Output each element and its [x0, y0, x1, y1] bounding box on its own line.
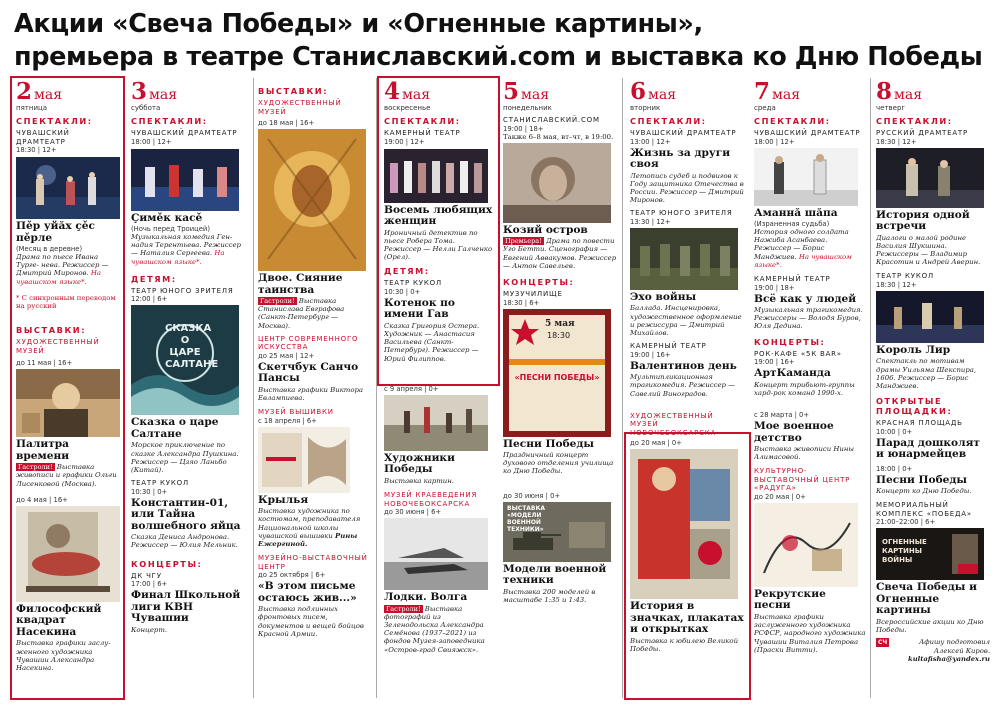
weekday: четверг — [876, 104, 906, 112]
day-number: 2 — [16, 78, 33, 105]
venue: ДК ЧГУ — [131, 571, 162, 580]
column-may-2 — [16, 78, 120, 698]
extra-dates: Также 6–8 мая, вт–чт, в 19:00. — [503, 132, 614, 141]
title-line-1: Акции «Свеча Победы» и «Огненные картины», — [14, 9, 703, 39]
show-description: Концерт. — [131, 625, 168, 634]
museum-name: ХУДОЖЕСТВЕННЫЙ МУЗЕЙ НОВОЧЕБОКСАРСКА — [630, 411, 717, 437]
time-age: 19:00 | 18+ — [503, 124, 544, 133]
title-line-2: премьера в театре Станиславский.com и выставка ко Дню Победы — [14, 42, 983, 72]
show-description: Мультипликационная трагикомедия. Режиссер — Савелий Виноградов. — [630, 373, 736, 398]
exhibition-dates: до 11 мая | 16+ — [16, 359, 73, 368]
show-description: Музыкальная комедия Ген- надия Терентьева. Режиссер — Наталия Сергеева. На чувашском языке*. — [131, 233, 241, 266]
show-description: История одного солдата Нажиба Асанбаева. Режиссер — Борис Манджиев. На чувашском языке*. — [754, 228, 852, 269]
time-age: 19:00 | 16+ — [754, 358, 795, 367]
show-title: Козий остров — [503, 223, 588, 236]
stage-photo — [131, 149, 239, 211]
show-title: Песни Победы — [503, 437, 595, 450]
exhibition-dates: до 20 мая | 0+ — [754, 492, 806, 501]
venue: ЧУВАШСКИЙ ДРАМТЕАТР — [131, 129, 238, 137]
venue: РУССКИЙ ДРАМТЕАТР — [876, 129, 969, 137]
time-age: 17:00 | 6+ — [131, 580, 168, 589]
day-heading: 4 мая — [384, 78, 431, 105]
exhibition-description: Гастроли! Выставка фотографий из Зеленодольска Александра Семёнова (1937–2021) из фондов Музея-заповедника «Остров-град Свияжск». — [384, 604, 485, 654]
exhibition-description: Выставка художника по костюмам, преподавателя Национальной школы чувашской вышивки Рины Ежергиной. — [258, 507, 361, 549]
venue: ТЕАТР КУКОЛ — [876, 272, 934, 281]
page-title — [14, 8, 989, 74]
show-description: Концерт трибьют-группы хард-рок команд 1990-х. — [754, 380, 855, 397]
show-description: Сказка Григория Остера. Художник — Анастасия Васильева (Санкт-Петербург). Режиссер — Юрий Филиппов. — [384, 321, 480, 363]
show-description: Концерт ко Дню Победы. — [876, 487, 972, 496]
exhibition-dates: с 18 апреля | 6+ — [258, 416, 317, 425]
stage-photo — [384, 149, 488, 203]
exhibition-title: Мое военное детство — [754, 420, 834, 444]
exhibition-title: Крылья — [258, 493, 309, 506]
venue: ТЕАТР ЮНОГО ЗРИТЕЛЯ — [630, 209, 733, 218]
show-title: Песни Победы — [876, 473, 968, 486]
show-title: Валентинов день — [630, 359, 737, 372]
exhibition-title: Двое. Сияние таинства — [258, 272, 343, 296]
stage-photo — [16, 157, 120, 219]
show-description: Летопись судеб и подвигов к Году защитника Отечества в России. Режиссер — Дмитрий Миронов. — [630, 171, 744, 205]
weekday: суббота — [131, 104, 161, 112]
exhibition-dates: с 28 марта | 0+ — [754, 411, 810, 420]
time-age: 10:00 | 0+ — [876, 427, 913, 436]
exhibition-description: Гастроли! Выставка живописи и графики Ольги Лисенковой (Москва). — [16, 463, 117, 488]
time-age: 19:00 | 12+ — [384, 137, 425, 146]
time-age: 19:00 | 16+ — [630, 350, 671, 359]
exhibition-dates: до 30 июня | 6+ — [384, 508, 442, 517]
show-title: АртКаманда — [754, 367, 831, 380]
exhibition-title: Лодки. Волга — [384, 591, 468, 604]
section-spektakli: СПЕКТАКЛИ: — [754, 116, 831, 126]
section-spektakli: СПЕКТАКЛИ: — [384, 116, 461, 126]
show-description: Морское приключение по сказке Александра Пушкина. Режиссер — Цзяо Ланьбо (Китай). — [131, 441, 239, 474]
show-title: Константин-01, или Тайна волшебного яйца — [131, 496, 241, 532]
exhibition-description: Гастроли! Выставка Станислава Евграфова (Санкт-Петербург — Москва). — [258, 297, 345, 330]
statue-photo — [503, 143, 611, 223]
exhibition-title: Художники Победы — [384, 451, 455, 476]
credit-author: Афишу подготовил Алексей Киров. — [919, 638, 990, 655]
section-vystavki: ВЫСТАВКИ: — [258, 86, 329, 96]
show-title: Король Лир — [876, 343, 951, 356]
exhibition-description: Выставка 200 моделей в масштабе 1:35 и 1:43. — [503, 587, 596, 604]
show-title: Пěр уйăх çěс пěрле — [16, 220, 95, 244]
show-subtitle: (Ночь перед Троицей) — [131, 225, 211, 233]
day-heading: 8 мая — [876, 78, 923, 105]
newspaper-seal: СЧ — [878, 639, 888, 647]
column-may-7 — [754, 78, 871, 698]
exhibition-title: История в значках, плакатах и открытках — [630, 600, 744, 636]
column-may-3 — [131, 78, 254, 698]
exhibition-title: Палитра времени — [16, 438, 70, 462]
show-title: Парад дошколят и юнармейцев — [876, 436, 980, 461]
column-may-5 — [503, 78, 623, 698]
exhibition-title: Скетчбук Санчо Пансы — [258, 360, 359, 385]
weekday: вторник — [630, 104, 661, 112]
venue: МУЗУЧИЛИЩЕ — [503, 290, 563, 299]
section-spektakli: СПЕКТАКЛИ: — [630, 116, 707, 126]
exhibition-dates: до 4 мая | 16+ — [16, 495, 68, 504]
exhibition-description: Выставка подлинных фронтовых писем, документов и вещей бойцов Красной Армии. — [258, 605, 364, 638]
day-heading: 5 мая — [503, 78, 550, 105]
column-may-8 — [876, 78, 990, 708]
exhibition-dates: до 25 мая | 12+ — [258, 351, 315, 360]
painting-photo — [384, 395, 488, 451]
weekday: воскресенье — [384, 104, 431, 112]
venue: СТАНИСЛАВСКИЙ.COM — [503, 116, 600, 124]
show-title: Котенок по имени Гав — [384, 296, 455, 321]
section-spektakli: СПЕКТАКЛИ: — [131, 116, 208, 126]
section-detyam: ДЕТЯМ: — [131, 273, 177, 284]
exhibition-dates: до 25 октября | 6+ — [258, 571, 326, 580]
show-description: Баллада. Инсценировка, художественное оформление и режиссура — Дмитрий Михайлов. — [630, 304, 742, 337]
exhibition-title: Рекрутские песни — [754, 587, 826, 612]
time-age: 10:30 | 0+ — [384, 287, 421, 296]
exhibition-description: Выставка графики Виктора Евлампиева. — [258, 385, 363, 403]
weekday: понедельник — [503, 104, 552, 112]
saltan-poster: СКАЗКА О ЦАРЕ САЛТАНЕ — [131, 305, 239, 415]
time-age: 18:30 | 12+ — [876, 137, 917, 146]
section-otkrytye: ОТКРЫТЫЕ ПЛОЩАДКИ: — [876, 396, 953, 417]
museum-name: ЦЕНТР СОВРЕМЕННОГО ИСКУССТВА — [258, 334, 359, 352]
credit-email[interactable]: kultafisha@yandex.ru — [907, 655, 990, 664]
venue: ЧУВАШСКИЙ ДРАМТЕАТР — [16, 129, 70, 146]
venue: ТЕАТР КУКОЛ — [384, 279, 442, 288]
graphics-photo — [754, 503, 858, 587]
show-title: Аманнă шăпа — [754, 206, 838, 219]
weekday: среда — [754, 104, 776, 112]
museum-name: ХУДОЖЕСТВЕННЫЙ МУЗЕЙ — [16, 338, 100, 355]
museum-name: КУЛЬТУРНО-ВЫСТАВОЧНЫЙ ЦЕНТР «РАДУГА» — [754, 467, 851, 493]
painting-photo — [16, 369, 120, 437]
show-description: Ироничный детектив по пьесе Робера Тома. Режиссер — Нелли Галченко (Орел). — [384, 228, 493, 262]
show-title: Эхо войны — [630, 290, 697, 303]
concert-poster: 5 мая 18:30 «ПЕСНИ ПОБЕДЫ» — [503, 309, 611, 437]
venue: ЧУВАШСКИЙ ДРАМТЕАТР — [754, 129, 861, 137]
show-description: Диалоги о малой родине Василия Шукшина. Режиссеры — Владимир Красотин и Андрей Аверин. — [876, 233, 981, 267]
show-description: Праздничный концерт духового отделения училища ко Дню Победы. — [503, 451, 614, 476]
show-description: Всероссийские акции ко Дню Победы. — [876, 617, 984, 635]
show-description: Музыкальная трагикомедия. Режиссеры — Володя Буров, Юля Дедина. — [754, 306, 863, 331]
exhibition-description: Выставка картин. — [384, 476, 454, 485]
time-age: 21:00–22:00 | 6+ — [876, 518, 936, 527]
stage-photo — [630, 228, 738, 290]
time-age: 18:30 | 12+ — [16, 146, 57, 154]
day-heading: 3 мая — [131, 78, 178, 105]
venue: ТЕАТР КУКОЛ — [131, 479, 189, 488]
military-models-poster: ВЫСТАВКА «МОДЕЛИ ВОЕННОЙ ТЕХНИКИ» — [503, 502, 611, 562]
weekday: пятница — [16, 104, 48, 112]
venue: КРАСНАЯ ПЛОЩАДЬ — [876, 419, 963, 428]
stage-photo — [754, 148, 858, 206]
exhibition-title: Модели военной техники — [503, 562, 607, 587]
exhibition-description: Выставка графики заслуженного художника РСФСР, народного художника Чувашии Виталия Петрова (Праски Витти). — [754, 612, 866, 654]
embroidery-poster — [258, 427, 350, 493]
show-title: Çимěк касě — [131, 211, 203, 224]
show-description: Премьера! Драма по повести Уго Бетти. Сценография — Евгений Аввакумов. Режиссер — Антон Савельев. — [503, 237, 617, 270]
day-month: мая — [34, 87, 63, 103]
show-title: История одной встречи — [876, 208, 970, 232]
show-description: Драма по пьесе Ивана Турге- нева. Режиссер — Дмитрий Миронов. На чувашском языке*. — [16, 253, 109, 286]
venue: КАМЕРНЫЙ ТЕАТР — [754, 275, 831, 284]
time-age: 10:30 | 0+ — [131, 487, 168, 496]
venue: КАМЕРНЫЙ ТЕАТР — [384, 129, 461, 137]
column-may-6 — [630, 78, 744, 698]
time-age: 13:30 | 12+ — [630, 217, 671, 226]
venue: МЕМОРИАЛЬНЫЙ КОМПЛЕКС «ПОБЕДА» — [876, 501, 972, 518]
section-koncerty: КОНЦЕРТЫ: — [503, 277, 575, 288]
fish-painting — [16, 506, 120, 602]
time-age: 18:00 | 0+ — [876, 464, 913, 473]
column-exhibitions — [258, 78, 377, 698]
time-age: 12:00 | 6+ — [131, 295, 168, 304]
section-koncerty: КОНЦЕРТЫ: — [131, 558, 203, 569]
column-may-4 — [384, 78, 494, 698]
museum-name: МУЗЕЙ ВЫШИВКИ — [258, 408, 334, 417]
translation-note: * С синхронным переводом на русский — [16, 293, 116, 311]
exhibition-dates: до 30 июня | 0+ — [503, 491, 561, 500]
exhibition-dates: с 9 апреля | 0+ — [384, 384, 439, 393]
time-age: 13:00 | 12+ — [630, 137, 671, 146]
show-title: Финал Школьной лиги КВН Чувашии — [131, 589, 241, 625]
time-age: 19:00 | 18+ — [754, 283, 795, 292]
venue: КАМЕРНЫЙ ТЕАТР — [630, 342, 707, 351]
show-title: Сказка о царе Салтане — [131, 416, 219, 440]
show-title: Всё как у людей — [754, 292, 857, 305]
exhibition-description: Выставка к юбилею Великой Победы. — [630, 636, 739, 653]
section-koncerty: КОНЦЕРТЫ: — [754, 336, 826, 347]
show-title — [876, 582, 990, 617]
day-heading — [16, 80, 120, 104]
show-description: Спектакль по мотивам драмы Уильяма Шекспира, 1606. Режиссер — Борис Манджиев. — [876, 357, 977, 390]
time-age: 18:30 | 6+ — [503, 298, 540, 307]
stage-photo — [876, 148, 984, 208]
museum-name: МУЗЕЙНО-ВЫСТАВОЧНЫЙ ЦЕНТР — [258, 554, 368, 571]
painting-photo — [258, 129, 366, 271]
exhibition-description: Выставка живописи Нины Алимасовой. — [754, 445, 854, 462]
section-detyam: ДЕТЯМ: — [384, 266, 430, 277]
show-description: Сказка Дениса Андронова. Режиссер — Юлия Мельник. — [131, 533, 238, 550]
boats-photo — [384, 518, 488, 590]
exhibition-description: Выставка графики заслу- женного художника Чувашии Александра Насекина. — [16, 639, 111, 672]
exhibition-title: Философский квадрат Насекина — [16, 602, 102, 638]
venue: РОК-КАФЕ «5К BAR» — [754, 349, 842, 358]
show-title: Жизнь за други своя — [630, 146, 731, 170]
exhibition-title: «В этом письме остаюсь жив...» — [258, 580, 357, 604]
show-title: Восемь любящих женщин — [384, 203, 493, 227]
exhibition-dates: до 20 мая | 0+ — [630, 439, 682, 448]
poster-collage — [630, 449, 738, 599]
museum-name: МУЗЕЙ КРАЕВЕДЕНИЯ НОВОЧЕБОКСАРСКА — [384, 491, 478, 508]
time-age: 18:00 | 12+ — [754, 137, 795, 146]
day-heading: 6 мая — [630, 78, 677, 105]
venue: ТЕАТР ЮНОГО ЗРИТЕЛЯ — [131, 286, 234, 295]
exhibition-dates: до 18 мая | 16+ — [258, 119, 315, 127]
day-heading: 7 мая — [754, 78, 801, 105]
museum-name: ХУДОЖЕСТВЕННЫЙ МУЗЕЙ — [258, 99, 342, 116]
time-age: 18:30 | 12+ — [876, 280, 917, 289]
o3-title: Свеча Победы и Огненные картины — [876, 581, 977, 617]
show-subtitle: (Израненная судьба) — [754, 220, 830, 228]
section-spektakli: СПЕКТАКЛИ: — [876, 116, 953, 126]
venue: ЧУВАШСКИЙ ДРАМТЕАТР — [630, 129, 737, 137]
section-spektakli: СПЕКТАКЛИ: — [16, 116, 93, 126]
fire-pictures-poster: ОГНЕННЫЕ КАРТИНЫ ВОЙНЫ — [876, 528, 984, 580]
time-age: 18:00 | 12+ — [131, 137, 172, 146]
section-vystavki: ВЫСТАВКИ: — [16, 325, 87, 336]
stage-photo — [876, 291, 984, 343]
show-subtitle: (Месяц в деревне) — [16, 245, 83, 253]
